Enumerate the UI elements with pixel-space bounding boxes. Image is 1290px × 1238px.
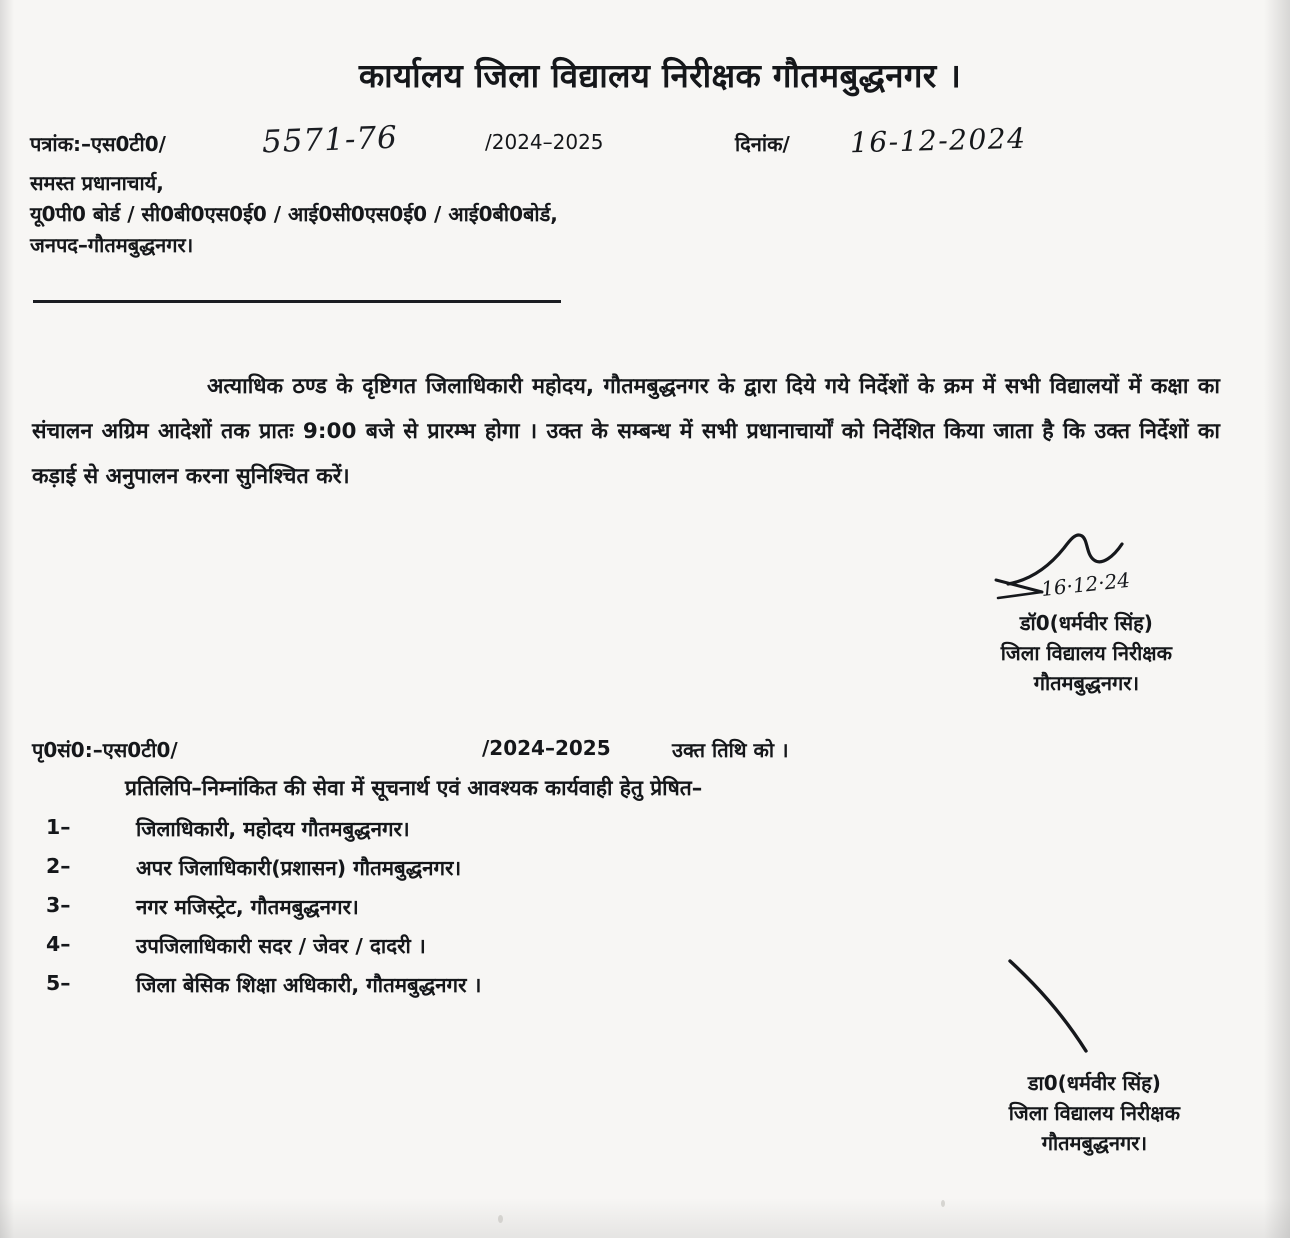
signatory-designation-primary: जिला विद्यालय निरीक्षक bbox=[1000, 641, 1172, 665]
addressee-line-2: यू0पी0 बोर्ड / सी0बी0एस0ई0 / आई0सी0एस0ई0 / आई0बी0बोर्ड, bbox=[30, 202, 558, 226]
copy-reference-row bbox=[32, 736, 1132, 766]
reference-row bbox=[30, 119, 1260, 164]
scan-speck bbox=[498, 1215, 503, 1223]
body-paragraph: अत्याधिक ठण्ड के दृष्टिगत जिलाधिकारी महोदय, गौतमबुद्धनगर के द्वारा दिये गये निर्देशों के क्रम में सभी विद्यालयों में कक्षा का संचालन अग्रिम आदेशों तक प्रातः 9:00 बजे से प्रारम्भ होगा । उक्त के सम्बन्ध में सभी प्रधानाचार्यों को निर्देशित किया जाता है कि उक्त निर्देशों का कड़ाई से अनुपालन करना सुनिश्चित करें। bbox=[32, 374, 1220, 489]
reference-label: पत्रांक:–एस0टी0/ bbox=[30, 132, 166, 156]
signature-mark-secondary bbox=[1000, 955, 1130, 1065]
copy-distribution-list bbox=[46, 815, 946, 1010]
reference-year: /2024–2025 bbox=[485, 130, 604, 154]
scan-edge-shadow-right bbox=[1264, 0, 1290, 1238]
horizontal-divider bbox=[33, 300, 561, 303]
signatory-name-primary: डॉ0(धर्मवीर सिंह) bbox=[1019, 611, 1153, 635]
list-item bbox=[46, 854, 946, 893]
scan-edge-shadow-bottom bbox=[0, 1198, 1290, 1238]
list-item bbox=[46, 971, 946, 1010]
copy-reference-label: पृ0सं0:–एस0टी0/ bbox=[32, 738, 178, 762]
date-label: दिनांक/ bbox=[735, 132, 790, 156]
list-item bbox=[46, 815, 946, 854]
list-item-label: जिला बेसिक शिक्षा अधिकारी, गौतमबुद्धनगर । bbox=[136, 973, 482, 997]
signature-block-primary bbox=[1001, 608, 1172, 698]
signatory-designation-secondary: जिला विद्यालय निरीक्षक bbox=[1008, 1101, 1180, 1125]
signature-block-secondary bbox=[1009, 1068, 1180, 1158]
list-item-number: 2– bbox=[46, 854, 71, 878]
signatory-name-secondary: डा0(धर्मवीर सिंह) bbox=[1027, 1071, 1161, 1095]
list-item-label: अपर जिलाधिकारी(प्रशासन) गौतमबुद्धनगर। bbox=[136, 856, 462, 880]
addressee-block bbox=[30, 168, 558, 261]
list-item-label: जिलाधिकारी, महोदय गौतमबुद्धनगर। bbox=[136, 817, 410, 841]
scan-edge-shadow-left bbox=[0, 0, 14, 1238]
list-item-number: 1– bbox=[46, 815, 71, 839]
signature-mark-primary bbox=[990, 522, 1170, 602]
list-item-label: नगर मजिस्ट्रेट, गौतमबुद्धनगर। bbox=[136, 895, 359, 919]
addressee-line-1: समस्त प्रधानाचार्य, bbox=[30, 171, 164, 195]
scan-speck bbox=[941, 1200, 945, 1207]
copy-reference-date-note: उक्त तिथि को । bbox=[672, 738, 789, 762]
date-handwritten: 16-12-2024 bbox=[849, 121, 1027, 160]
signatory-district-secondary: गौतमबुद्धनगर। bbox=[1041, 1131, 1148, 1155]
list-item-number: 5– bbox=[46, 971, 71, 995]
list-item-number: 3– bbox=[46, 893, 71, 917]
copy-distribution-subtitle: प्रतिलिपि–निम्नांकित की सेवा में सूचनार्थ एवं आवश्यक कार्यवाही हेतु प्रेषित– bbox=[125, 776, 703, 800]
list-item bbox=[46, 932, 946, 971]
copy-reference-year: /2024–2025 bbox=[482, 736, 611, 760]
list-item bbox=[46, 893, 946, 932]
page-title: कार्यालय जिला विद्यालय निरीक्षक गौतमबुद्धनगर । bbox=[358, 56, 962, 95]
signatory-district-primary: गौतमबुद्धनगर। bbox=[1033, 671, 1140, 695]
svg-text:16·12·24: 16·12·24 bbox=[1040, 567, 1132, 601]
reference-number-handwritten: 5571-76 bbox=[261, 119, 399, 161]
list-item-number: 4– bbox=[46, 932, 71, 956]
addressee-line-3: जनपद–गौतमबुद्धनगर। bbox=[30, 233, 194, 257]
list-item-label: उपजिलाधिकारी सदर / जेवर / दादरी । bbox=[136, 934, 426, 958]
